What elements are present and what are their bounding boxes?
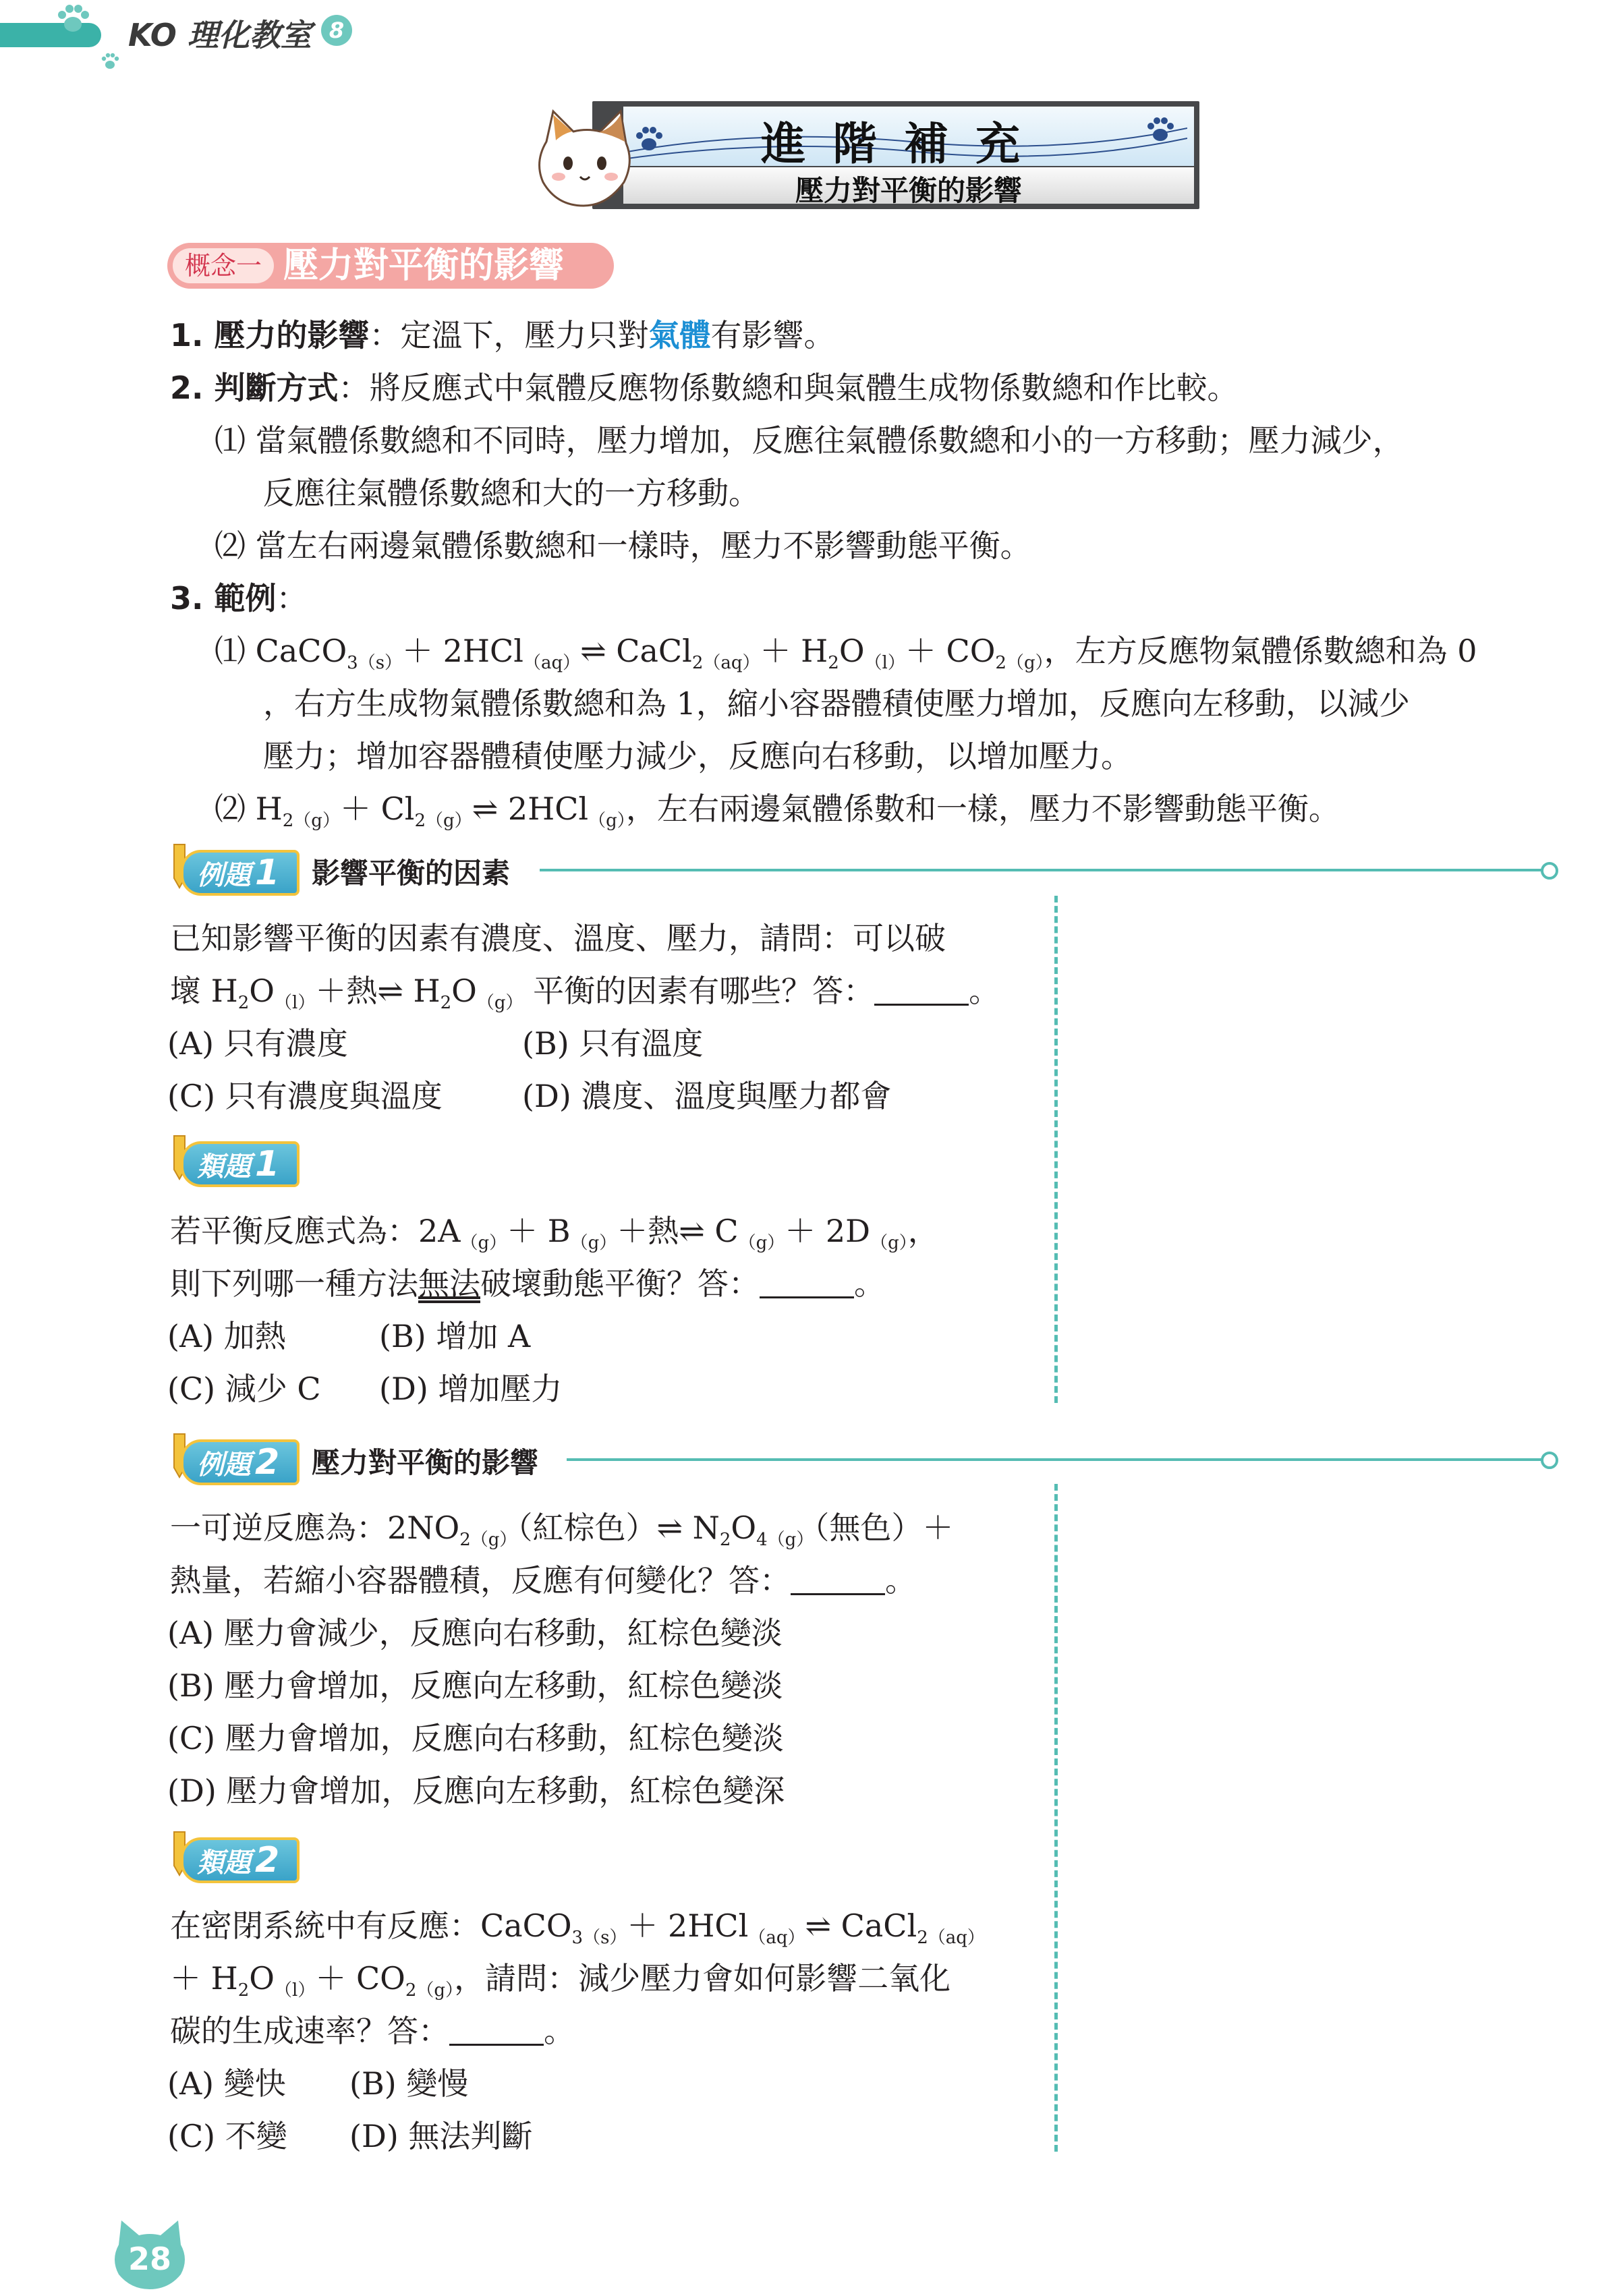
point-2-2: ⑵ 當左右兩邊氣體係數總和一樣時，壓力不影響動態平衡。 [215,527,1031,564]
q-end: ， [907,1213,939,1249]
point-3-label: 3. 範例 [170,580,277,616]
page-number: 28 [127,2241,171,2277]
example-1-option-a[interactable]: (A) 只有濃度 [167,1025,348,1062]
emphasis-cannot: 無法 [418,1265,480,1302]
point-1-end: 有影響。 [710,317,835,353]
example-badge-label: 例題 [197,1450,251,1481]
paw-icon [1141,113,1179,146]
concept-title: 壓力對平衡的影響 [283,246,565,286]
example-1-question-line-2: 壞 $H_2O_{(l)}+$熱⇌ $H_2O_{(g)}$ 平衡的因素有哪些？答： 。 [170,973,1000,1014]
example-3-1-tail: ，左方反應物氣體係數總和為 0 [1044,633,1477,669]
like-badge-number: 2 [255,1840,280,1881]
example-2-question-line-2 [170,1561,916,1600]
like-1-option-a[interactable]: (A) 加熱 [167,1318,286,1354]
q-end: 。 [854,1265,885,1302]
q-text: （紅棕色） [517,1510,657,1546]
example-3-1-line-1: ⑴ CaCO$_{3(s)}$＋ 2HCl$_{(aq)}$⇌ CaCl$_{2(aq)}$＋ $H_2O_{(l)}+ CO_{2(g)}$，左方反應物氣體係數總和為 0 [215,633,1477,674]
paw-icon [100,53,120,70]
divider-end-dot [1541,1452,1558,1469]
q-text: 在密閉系統中有反應： [170,1907,480,1944]
example-2-title: 壓力對平衡的影響 [312,1446,539,1479]
highlight-gas: 氣體 [648,317,711,353]
like-badge-label: 類題 [197,1151,251,1182]
like-2-question-line-2: ＋ $H_2O_{(l)}+ CO_{2(g)}$，請問：減少壓力會如何影響二氧化 [170,1960,951,2001]
example-2-option-c[interactable]: (C) 壓力會增加，反應向右移動，紅棕色變淡 [167,1720,784,1756]
example-1-title: 影響平衡的因素 [312,857,511,890]
q-text: 碳的生成速率？答： [170,2013,449,2049]
like-badge-label: 類題 [197,1847,251,1878]
like-2-question-line-1: 在密閉系統中有反應：CaCO$_{3(s)}$＋ 2HCl$_{(aq)}$⇌ CaCl$_{2(aq)}$ [170,1907,985,1949]
point-2-1-line-2: 反應往氣體係數總和大的一方移動。 [263,475,760,511]
answer-divider [1054,1484,1058,2152]
volume-badge: 8 [321,15,352,46]
like-1-option-c[interactable]: (C) 減少 C [167,1371,321,1407]
like-1-question-line-2 [170,1264,885,1303]
divider-end-dot [1541,862,1558,880]
answer-blank[interactable] [791,1566,885,1595]
example-3-2: ⑵ $H_{2(g)}+$ $Cl_{2(g)}\rightleftharpoons$ 2HCl$_{(g)}$，左右兩邊氣體係數和一樣，壓力不影響動態平衡。 [215,791,1340,832]
q-text: 若平衡反應式為： [170,1213,418,1249]
cat-mascot-icon [526,101,641,216]
like-1-badge [181,1141,300,1187]
answer-blank[interactable] [874,977,969,1006]
like-2-badge [181,1837,300,1883]
point-2 [170,368,1239,407]
example-1-option-c[interactable]: (C) 只有濃度與溫度 [167,1078,443,1114]
example-2-option-a[interactable]: (A) 壓力會減少，反應向右移動，紅棕色變淡 [167,1615,783,1651]
section-divider [540,869,1545,871]
answer-divider [1054,896,1058,1403]
q-text: 熱量，若縮小容器體積，反應有何變化？答： [170,1562,791,1599]
concept-tag: 概念一 [173,248,274,283]
like-2-option-b[interactable]: (B) 變慢 [349,2065,469,2102]
q-text: 平衡的因素有哪些？答： [523,973,875,1009]
q-text: 壞 [170,973,211,1009]
q-end: 。 [885,1562,916,1599]
example-1-option-b[interactable]: (B) 只有溫度 [522,1025,704,1062]
example-1-question-line-1: 已知影響平衡的因素有濃度、溫度、壓力，請問：可以破 [170,920,946,956]
answer-blank[interactable] [760,1269,854,1298]
example-3-1-line-2: ，右方生成物氣體係數總和為 1，縮小容器體積使壓力增加，反應向左移動，以減少 [263,685,1410,722]
like-2-option-d[interactable]: (D) 無法判斷 [349,2118,533,2154]
example-3-2-tail: ，左右兩邊氣體係數和一樣，壓力不影響動態平衡。 [625,791,1340,827]
point-1 [170,316,835,355]
example-2-option-b[interactable]: (B) 壓力會增加，反應向左移動，紅棕色變淡 [167,1667,783,1704]
example-1-option-d[interactable]: (D) 濃度、溫度與壓力都會 [522,1078,892,1114]
q-text: 則下列哪一種方法 [170,1265,418,1302]
book-title: KO 理化教室 [128,17,312,53]
q-end: 。 [969,973,1000,1009]
like-1-option-b[interactable]: (B) 增加 A [379,1318,531,1354]
point-3 [170,579,308,618]
point-2-label: 2. 判斷方式 [170,370,339,406]
banner-title: 進階補充 [761,118,1047,170]
example-2-badge [181,1439,300,1485]
q-text: （無色）＋ [814,1510,954,1546]
q-text: 破壞動態平衡？答： [480,1265,760,1302]
q-text: ，請問：減少壓力會如何影響二氧化 [454,1960,951,1997]
example-3-1-line-3: 壓力；增加容器體積使壓力減少，反應向右移動，以增加壓力。 [263,738,1132,774]
example-2-question-line-1: 一可逆反應為：$2NO_{2(g)}$（紅棕色）⇌ $N_2O_{4(g)}$（無色）＋ [170,1510,954,1551]
q-text: 一可逆反應為： [170,1510,387,1546]
example-1-badge [181,850,300,896]
like-2-option-c[interactable]: (C) 不變 [167,2118,287,2154]
point-1-text: ：定溫下，壓力只對 [369,317,649,353]
like-1-option-d[interactable]: (D) 增加壓力 [379,1371,563,1407]
section-divider [567,1458,1545,1461]
like-2-option-a[interactable]: (A) 變快 [167,2065,286,2102]
example-badge-number: 2 [255,1442,280,1483]
point-2-text: ：將反應式中氣體反應物係數總和與氣體生成物係數總和作比較。 [338,370,1239,406]
q-end: 。 [544,2013,575,2049]
example-2-option-d[interactable]: (D) 壓力會增加，反應向左移動，紅棕色變深 [167,1773,785,1809]
example-badge-label: 例題 [197,860,251,891]
point-3-colon: ： [276,580,308,616]
point-2-1-line-1: ⑴ 當氣體係數總和不同時，壓力增加，反應往氣體係數總和小的一方移動；壓力減少， [215,422,1404,459]
point-1-label: 1. 壓力的影響 [170,317,370,353]
paw-icon [53,3,93,35]
example-badge-number: 1 [255,853,280,893]
like-badge-number: 1 [255,1144,280,1184]
answer-blank[interactable] [449,2017,544,2046]
like-1-question-line-1: 若平衡反應式為：$2A_{(g)}+ B_{(g)}+$熱⇌ $C_{(g)}+ 2D_{(g)}$， [170,1213,939,1253]
banner-subtitle: 壓力對平衡的影響 [795,174,1022,207]
like-2-question-line-3 [170,2011,575,2050]
